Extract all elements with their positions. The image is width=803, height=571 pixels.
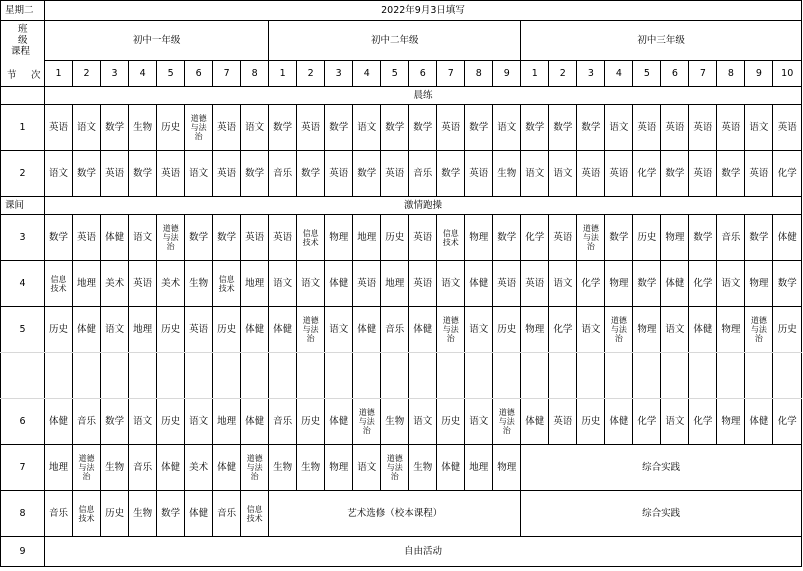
lesson-cell: 数学 bbox=[269, 105, 297, 151]
blank-gap-cell bbox=[353, 353, 381, 399]
lesson-cell: 英语 bbox=[45, 105, 73, 151]
lesson-cell: 语文 bbox=[73, 105, 101, 151]
lesson-cell: 历史 bbox=[157, 399, 185, 445]
lesson-cell: 语文 bbox=[325, 307, 353, 353]
lesson-cell: 数学 bbox=[213, 215, 241, 261]
blank-gap-cell bbox=[157, 353, 185, 399]
lesson-cell: 英语 bbox=[661, 105, 689, 151]
class-number: 6 bbox=[661, 61, 689, 87]
lesson-cell: 物理 bbox=[493, 445, 521, 491]
lesson-cell: 英语 bbox=[213, 105, 241, 151]
elective-block: 艺术选修（校本课程） bbox=[269, 491, 521, 537]
lesson-cell: 语文 bbox=[605, 105, 633, 151]
lesson-cell: 数学 bbox=[605, 215, 633, 261]
corner-ban: 班 bbox=[18, 24, 28, 35]
lesson-cell: 物理 bbox=[325, 445, 353, 491]
lesson-cell: 数学 bbox=[45, 215, 73, 261]
class-number: 5 bbox=[157, 61, 185, 87]
lesson-cell: 数学 bbox=[521, 105, 549, 151]
lesson-cell: 体健 bbox=[605, 399, 633, 445]
lesson-cell: 语文 bbox=[577, 307, 605, 353]
lesson-cell: 道德 与法 治 bbox=[73, 445, 101, 491]
lesson-cell: 英语 bbox=[717, 105, 745, 151]
class-number: 7 bbox=[213, 61, 241, 87]
class-number: 1 bbox=[269, 61, 297, 87]
lesson-cell: 道德 与法 治 bbox=[605, 307, 633, 353]
blank-gap-label bbox=[1, 353, 45, 399]
lesson-cell: 数学 bbox=[241, 151, 269, 197]
lesson-cell: 音乐 bbox=[381, 307, 409, 353]
lesson-cell: 数学 bbox=[717, 151, 745, 197]
period-label: 1 bbox=[1, 105, 45, 151]
blank-gap-cell bbox=[521, 353, 549, 399]
lesson-cell: 体健 bbox=[689, 307, 717, 353]
lesson-cell: 信息 技术 bbox=[213, 261, 241, 307]
lesson-cell: 化学 bbox=[521, 215, 549, 261]
lesson-cell: 地理 bbox=[45, 445, 73, 491]
blank-gap-cell bbox=[101, 353, 129, 399]
lesson-cell: 道德 与法 治 bbox=[577, 215, 605, 261]
class-number: 8 bbox=[717, 61, 745, 87]
blank-gap-cell bbox=[185, 353, 213, 399]
lesson-cell: 历史 bbox=[297, 399, 325, 445]
blank-gap-cell bbox=[633, 353, 661, 399]
lesson-cell: 数学 bbox=[73, 151, 101, 197]
lesson-cell: 语文 bbox=[521, 151, 549, 197]
lesson-cell: 英语 bbox=[325, 151, 353, 197]
lesson-cell: 语文 bbox=[549, 151, 577, 197]
lesson-cell: 语文 bbox=[493, 105, 521, 151]
lesson-cell: 音乐 bbox=[269, 399, 297, 445]
lesson-cell: 生物 bbox=[269, 445, 297, 491]
lesson-cell: 物理 bbox=[745, 261, 773, 307]
blank-gap-cell bbox=[577, 353, 605, 399]
lesson-cell: 化学 bbox=[633, 151, 661, 197]
corner-ci: 次 bbox=[31, 70, 41, 81]
lesson-cell: 生物 bbox=[493, 151, 521, 197]
lesson-cell: 历史 bbox=[101, 491, 129, 537]
free-activity: 自由活动 bbox=[45, 537, 802, 567]
lesson-cell: 语文 bbox=[745, 105, 773, 151]
lesson-cell: 化学 bbox=[689, 261, 717, 307]
lesson-cell: 美术 bbox=[185, 445, 213, 491]
lesson-cell: 英语 bbox=[465, 151, 493, 197]
blank-gap-cell bbox=[409, 353, 437, 399]
lesson-cell: 英语 bbox=[353, 261, 381, 307]
lesson-cell: 物理 bbox=[717, 399, 745, 445]
lesson-cell: 英语 bbox=[409, 215, 437, 261]
lesson-cell: 数学 bbox=[325, 105, 353, 151]
period-label: 7 bbox=[1, 445, 45, 491]
practice-block: 综合实践 bbox=[521, 445, 802, 491]
lesson-cell: 体健 bbox=[437, 445, 465, 491]
lesson-cell: 英语 bbox=[493, 261, 521, 307]
blank-gap-cell bbox=[241, 353, 269, 399]
lesson-cell: 生物 bbox=[381, 399, 409, 445]
lesson-cell: 数学 bbox=[185, 215, 213, 261]
lesson-cell: 体健 bbox=[325, 261, 353, 307]
blank-gap-cell bbox=[745, 353, 773, 399]
lesson-cell: 化学 bbox=[689, 399, 717, 445]
lesson-cell: 体健 bbox=[745, 399, 773, 445]
corner-jie: 节 bbox=[7, 70, 17, 81]
lesson-cell: 历史 bbox=[437, 399, 465, 445]
grade-header: 初中一年级 bbox=[45, 21, 269, 61]
lesson-cell: 道德 与法 治 bbox=[437, 307, 465, 353]
lesson-cell: 英语 bbox=[381, 151, 409, 197]
corner-ji: 级 bbox=[18, 35, 28, 46]
class-number: 3 bbox=[325, 61, 353, 87]
lesson-cell: 美术 bbox=[101, 261, 129, 307]
blank-gap-cell bbox=[605, 353, 633, 399]
lesson-cell: 道德 与法 治 bbox=[381, 445, 409, 491]
lesson-cell: 数学 bbox=[633, 261, 661, 307]
period-label: 2 bbox=[1, 151, 45, 197]
lesson-cell: 生物 bbox=[101, 445, 129, 491]
lesson-cell: 英语 bbox=[437, 105, 465, 151]
lesson-cell: 物理 bbox=[661, 215, 689, 261]
lesson-cell: 化学 bbox=[773, 151, 802, 197]
lesson-cell: 数学 bbox=[157, 491, 185, 537]
lesson-cell: 体健 bbox=[353, 307, 381, 353]
lesson-cell: 英语 bbox=[549, 399, 577, 445]
lesson-cell: 生物 bbox=[409, 445, 437, 491]
lesson-cell: 语文 bbox=[241, 105, 269, 151]
class-number: 2 bbox=[549, 61, 577, 87]
lesson-cell: 英语 bbox=[129, 261, 157, 307]
class-number: 1 bbox=[45, 61, 73, 87]
corner-kecheng: 课程 bbox=[11, 46, 31, 57]
lesson-cell: 英语 bbox=[409, 261, 437, 307]
lesson-cell: 英语 bbox=[577, 151, 605, 197]
lesson-cell: 语文 bbox=[129, 215, 157, 261]
lesson-cell: 数学 bbox=[465, 105, 493, 151]
blank-gap-cell bbox=[717, 353, 745, 399]
blank-gap-cell bbox=[661, 353, 689, 399]
class-number: 3 bbox=[101, 61, 129, 87]
lesson-cell: 音乐 bbox=[129, 445, 157, 491]
lesson-cell: 英语 bbox=[213, 151, 241, 197]
lesson-cell: 数学 bbox=[129, 151, 157, 197]
lesson-cell: 语文 bbox=[269, 261, 297, 307]
lesson-cell: 数学 bbox=[297, 151, 325, 197]
class-number: 8 bbox=[465, 61, 493, 87]
class-number: 2 bbox=[73, 61, 101, 87]
lesson-cell: 语文 bbox=[353, 105, 381, 151]
lesson-cell: 体健 bbox=[213, 445, 241, 491]
lesson-cell: 历史 bbox=[381, 215, 409, 261]
lesson-cell: 数学 bbox=[577, 105, 605, 151]
lesson-cell: 体健 bbox=[45, 399, 73, 445]
lesson-cell: 语文 bbox=[185, 151, 213, 197]
lesson-cell: 语文 bbox=[437, 261, 465, 307]
lesson-cell: 物理 bbox=[633, 307, 661, 353]
lesson-cell: 地理 bbox=[353, 215, 381, 261]
lesson-cell: 数学 bbox=[689, 215, 717, 261]
lesson-cell: 物理 bbox=[717, 307, 745, 353]
lesson-cell: 英语 bbox=[521, 261, 549, 307]
lesson-cell: 语文 bbox=[297, 261, 325, 307]
blank-gap-cell bbox=[465, 353, 493, 399]
lesson-cell: 体健 bbox=[101, 215, 129, 261]
lesson-cell: 信息 技术 bbox=[241, 491, 269, 537]
period-label: 9 bbox=[1, 537, 45, 567]
class-number: 5 bbox=[633, 61, 661, 87]
blank-gap-cell bbox=[773, 353, 802, 399]
fill-date: 2022年9月3日填写 bbox=[45, 1, 802, 21]
lesson-cell: 生物 bbox=[297, 445, 325, 491]
morning-activity: 晨练 bbox=[45, 87, 802, 105]
blank-gap-cell bbox=[381, 353, 409, 399]
lesson-cell: 数学 bbox=[493, 215, 521, 261]
lesson-cell: 物理 bbox=[325, 215, 353, 261]
lesson-cell: 数学 bbox=[437, 151, 465, 197]
blank-gap-cell bbox=[45, 353, 73, 399]
lesson-cell: 语文 bbox=[101, 307, 129, 353]
lesson-cell: 数学 bbox=[353, 151, 381, 197]
lesson-cell: 地理 bbox=[129, 307, 157, 353]
lesson-cell: 数学 bbox=[773, 261, 802, 307]
lesson-cell: 道德 与法 治 bbox=[493, 399, 521, 445]
lesson-cell: 数学 bbox=[549, 105, 577, 151]
lesson-cell: 英语 bbox=[689, 151, 717, 197]
lesson-cell: 语文 bbox=[549, 261, 577, 307]
class-number: 6 bbox=[409, 61, 437, 87]
blank-gap-cell bbox=[269, 353, 297, 399]
class-number: 5 bbox=[381, 61, 409, 87]
lesson-cell: 体健 bbox=[325, 399, 353, 445]
lesson-cell: 体健 bbox=[241, 307, 269, 353]
lesson-cell: 数学 bbox=[101, 399, 129, 445]
class-number: 2 bbox=[297, 61, 325, 87]
lesson-cell: 道德 与法 治 bbox=[157, 215, 185, 261]
grade-header: 初中二年级 bbox=[269, 21, 521, 61]
lesson-cell: 语文 bbox=[661, 307, 689, 353]
period-label: 8 bbox=[1, 491, 45, 537]
blank-gap-cell bbox=[129, 353, 157, 399]
class-number: 4 bbox=[605, 61, 633, 87]
lesson-cell: 英语 bbox=[689, 105, 717, 151]
lesson-cell: 体健 bbox=[73, 307, 101, 353]
lesson-cell: 英语 bbox=[101, 151, 129, 197]
lesson-cell: 语文 bbox=[185, 399, 213, 445]
lesson-cell: 化学 bbox=[577, 261, 605, 307]
blank-gap-cell bbox=[689, 353, 717, 399]
grade-header: 初中三年级 bbox=[521, 21, 802, 61]
lesson-cell: 数学 bbox=[409, 105, 437, 151]
lesson-cell: 语文 bbox=[129, 399, 157, 445]
practice-block: 综合实践 bbox=[521, 491, 802, 537]
class-number: 7 bbox=[437, 61, 465, 87]
lesson-cell: 语文 bbox=[409, 399, 437, 445]
lesson-cell: 英语 bbox=[745, 151, 773, 197]
period-label: 3 bbox=[1, 215, 45, 261]
lesson-cell: 历史 bbox=[633, 215, 661, 261]
lesson-cell: 地理 bbox=[465, 445, 493, 491]
lesson-cell: 历史 bbox=[577, 399, 605, 445]
lesson-cell: 历史 bbox=[157, 105, 185, 151]
lesson-cell: 体健 bbox=[773, 215, 802, 261]
lesson-cell: 地理 bbox=[73, 261, 101, 307]
class-number: 4 bbox=[129, 61, 157, 87]
lesson-cell: 数学 bbox=[745, 215, 773, 261]
lesson-cell: 历史 bbox=[213, 307, 241, 353]
blank-gap-cell bbox=[549, 353, 577, 399]
lesson-cell: 英语 bbox=[549, 215, 577, 261]
break-activity: 激情跑操 bbox=[45, 197, 802, 215]
lesson-cell: 信息 技术 bbox=[297, 215, 325, 261]
lesson-cell: 化学 bbox=[773, 399, 802, 445]
lesson-cell: 英语 bbox=[73, 215, 101, 261]
lesson-cell: 物理 bbox=[521, 307, 549, 353]
lesson-cell: 道德 与法 治 bbox=[241, 445, 269, 491]
class-number: 9 bbox=[493, 61, 521, 87]
lesson-cell: 道德 与法 治 bbox=[353, 399, 381, 445]
lesson-cell: 英语 bbox=[157, 151, 185, 197]
corner-cell bbox=[1, 21, 45, 87]
break-label: 课间 bbox=[1, 197, 45, 215]
class-number: 6 bbox=[185, 61, 213, 87]
lesson-cell: 道德 与法 治 bbox=[297, 307, 325, 353]
lesson-cell: 语文 bbox=[465, 307, 493, 353]
lesson-cell: 信息 技术 bbox=[73, 491, 101, 537]
lesson-cell: 历史 bbox=[773, 307, 802, 353]
lesson-cell: 音乐 bbox=[717, 215, 745, 261]
class-number: 4 bbox=[353, 61, 381, 87]
lesson-cell: 历史 bbox=[157, 307, 185, 353]
blank-gap-cell bbox=[213, 353, 241, 399]
lesson-cell: 信息 技术 bbox=[437, 215, 465, 261]
lesson-cell: 数学 bbox=[101, 105, 129, 151]
lesson-cell: 地理 bbox=[241, 261, 269, 307]
lesson-cell: 道德 与法 治 bbox=[185, 105, 213, 151]
lesson-cell: 地理 bbox=[213, 399, 241, 445]
lesson-cell: 体健 bbox=[521, 399, 549, 445]
lesson-cell: 信息 技术 bbox=[45, 261, 73, 307]
blank-gap-cell bbox=[73, 353, 101, 399]
lesson-cell: 体健 bbox=[409, 307, 437, 353]
lesson-cell: 生物 bbox=[185, 261, 213, 307]
lesson-cell: 语文 bbox=[353, 445, 381, 491]
lesson-cell: 体健 bbox=[269, 307, 297, 353]
blank-gap-cell bbox=[297, 353, 325, 399]
lesson-cell: 体健 bbox=[185, 491, 213, 537]
period-label: 5 bbox=[1, 307, 45, 353]
lesson-cell: 音乐 bbox=[73, 399, 101, 445]
blank-gap-cell bbox=[325, 353, 353, 399]
lesson-cell: 语文 bbox=[661, 399, 689, 445]
lesson-cell: 语文 bbox=[45, 151, 73, 197]
lesson-cell: 体健 bbox=[661, 261, 689, 307]
lesson-cell: 语文 bbox=[717, 261, 745, 307]
class-number: 1 bbox=[521, 61, 549, 87]
lesson-cell: 地理 bbox=[381, 261, 409, 307]
class-number: 9 bbox=[745, 61, 773, 87]
lesson-cell: 生物 bbox=[129, 491, 157, 537]
day-label: 星期二 bbox=[1, 1, 45, 21]
lesson-cell: 语文 bbox=[465, 399, 493, 445]
lesson-cell: 历史 bbox=[493, 307, 521, 353]
lesson-cell: 化学 bbox=[549, 307, 577, 353]
morning-label-cell bbox=[1, 87, 45, 105]
period-label: 6 bbox=[1, 399, 45, 445]
lesson-cell: 音乐 bbox=[213, 491, 241, 537]
lesson-cell: 物理 bbox=[465, 215, 493, 261]
lesson-cell: 体健 bbox=[157, 445, 185, 491]
blank-gap-cell bbox=[437, 353, 465, 399]
lesson-cell: 英语 bbox=[185, 307, 213, 353]
lesson-cell: 化学 bbox=[633, 399, 661, 445]
lesson-cell: 数学 bbox=[661, 151, 689, 197]
period-label: 4 bbox=[1, 261, 45, 307]
lesson-cell: 音乐 bbox=[409, 151, 437, 197]
lesson-cell: 英语 bbox=[605, 151, 633, 197]
lesson-cell: 音乐 bbox=[45, 491, 73, 537]
lesson-cell: 英语 bbox=[633, 105, 661, 151]
lesson-cell: 数学 bbox=[381, 105, 409, 151]
lesson-cell: 道德 与法 治 bbox=[745, 307, 773, 353]
lesson-cell: 英语 bbox=[241, 215, 269, 261]
lesson-cell: 音乐 bbox=[269, 151, 297, 197]
lesson-cell: 历史 bbox=[45, 307, 73, 353]
class-number: 3 bbox=[577, 61, 605, 87]
lesson-cell: 体健 bbox=[241, 399, 269, 445]
lesson-cell: 美术 bbox=[157, 261, 185, 307]
class-number: 7 bbox=[689, 61, 717, 87]
class-number: 8 bbox=[241, 61, 269, 87]
lesson-cell: 英语 bbox=[773, 105, 802, 151]
lesson-cell: 英语 bbox=[297, 105, 325, 151]
lesson-cell: 英语 bbox=[269, 215, 297, 261]
class-number: 10 bbox=[773, 61, 802, 87]
lesson-cell: 物理 bbox=[605, 261, 633, 307]
blank-gap-cell bbox=[493, 353, 521, 399]
lesson-cell: 体健 bbox=[465, 261, 493, 307]
lesson-cell: 生物 bbox=[129, 105, 157, 151]
